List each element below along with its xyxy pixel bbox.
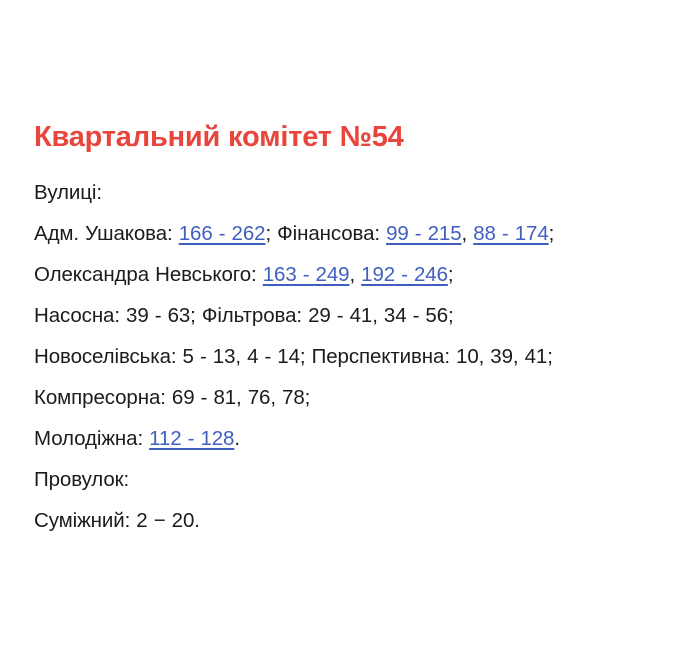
page-title: Квартальний комітет №54 xyxy=(34,121,404,153)
streets-line-3 xyxy=(34,336,641,418)
lane-line-1 xyxy=(34,500,641,541)
text-run: ; xyxy=(447,263,454,286)
streets-line-1 xyxy=(34,213,641,295)
section-heading-lane: Провулок: xyxy=(34,468,130,491)
text-run: ; Олександра Невського: xyxy=(34,222,555,286)
text-run: , xyxy=(349,263,362,286)
section-heading-streets: Вулиці: xyxy=(34,181,102,204)
text-run: Суміжний: 2 − 20. xyxy=(34,509,200,532)
range-link[interactable]: 163 - 249 xyxy=(262,263,350,286)
text-run: Насосна: 39 - 63; Фільтрова: 29 - 41, 34 - 56; xyxy=(34,304,454,327)
range-link[interactable]: 192 - 246 xyxy=(361,263,448,286)
document-body xyxy=(34,172,641,541)
text-run: ; Фінансова: xyxy=(265,222,387,245)
text-run: Адм. Ушакова: xyxy=(34,222,179,245)
text-run: Новоселівська: 5 - 13, 4 - 14; Перспективна: 10, 39, 41; Компресорна: 69 - 81, 76, 78; xyxy=(34,345,553,409)
text-run: , xyxy=(461,222,474,245)
range-link[interactable]: 166 - 262 xyxy=(178,222,266,245)
streets-line-2 xyxy=(34,295,641,336)
range-link[interactable]: 112 - 128 xyxy=(149,427,235,450)
text-run: . xyxy=(234,427,240,450)
range-link[interactable]: 99 - 215 xyxy=(386,222,462,245)
range-link[interactable]: 88 - 174 xyxy=(473,222,549,245)
text-run: Молодіжна: xyxy=(34,427,150,450)
streets-line-4 xyxy=(34,418,641,459)
